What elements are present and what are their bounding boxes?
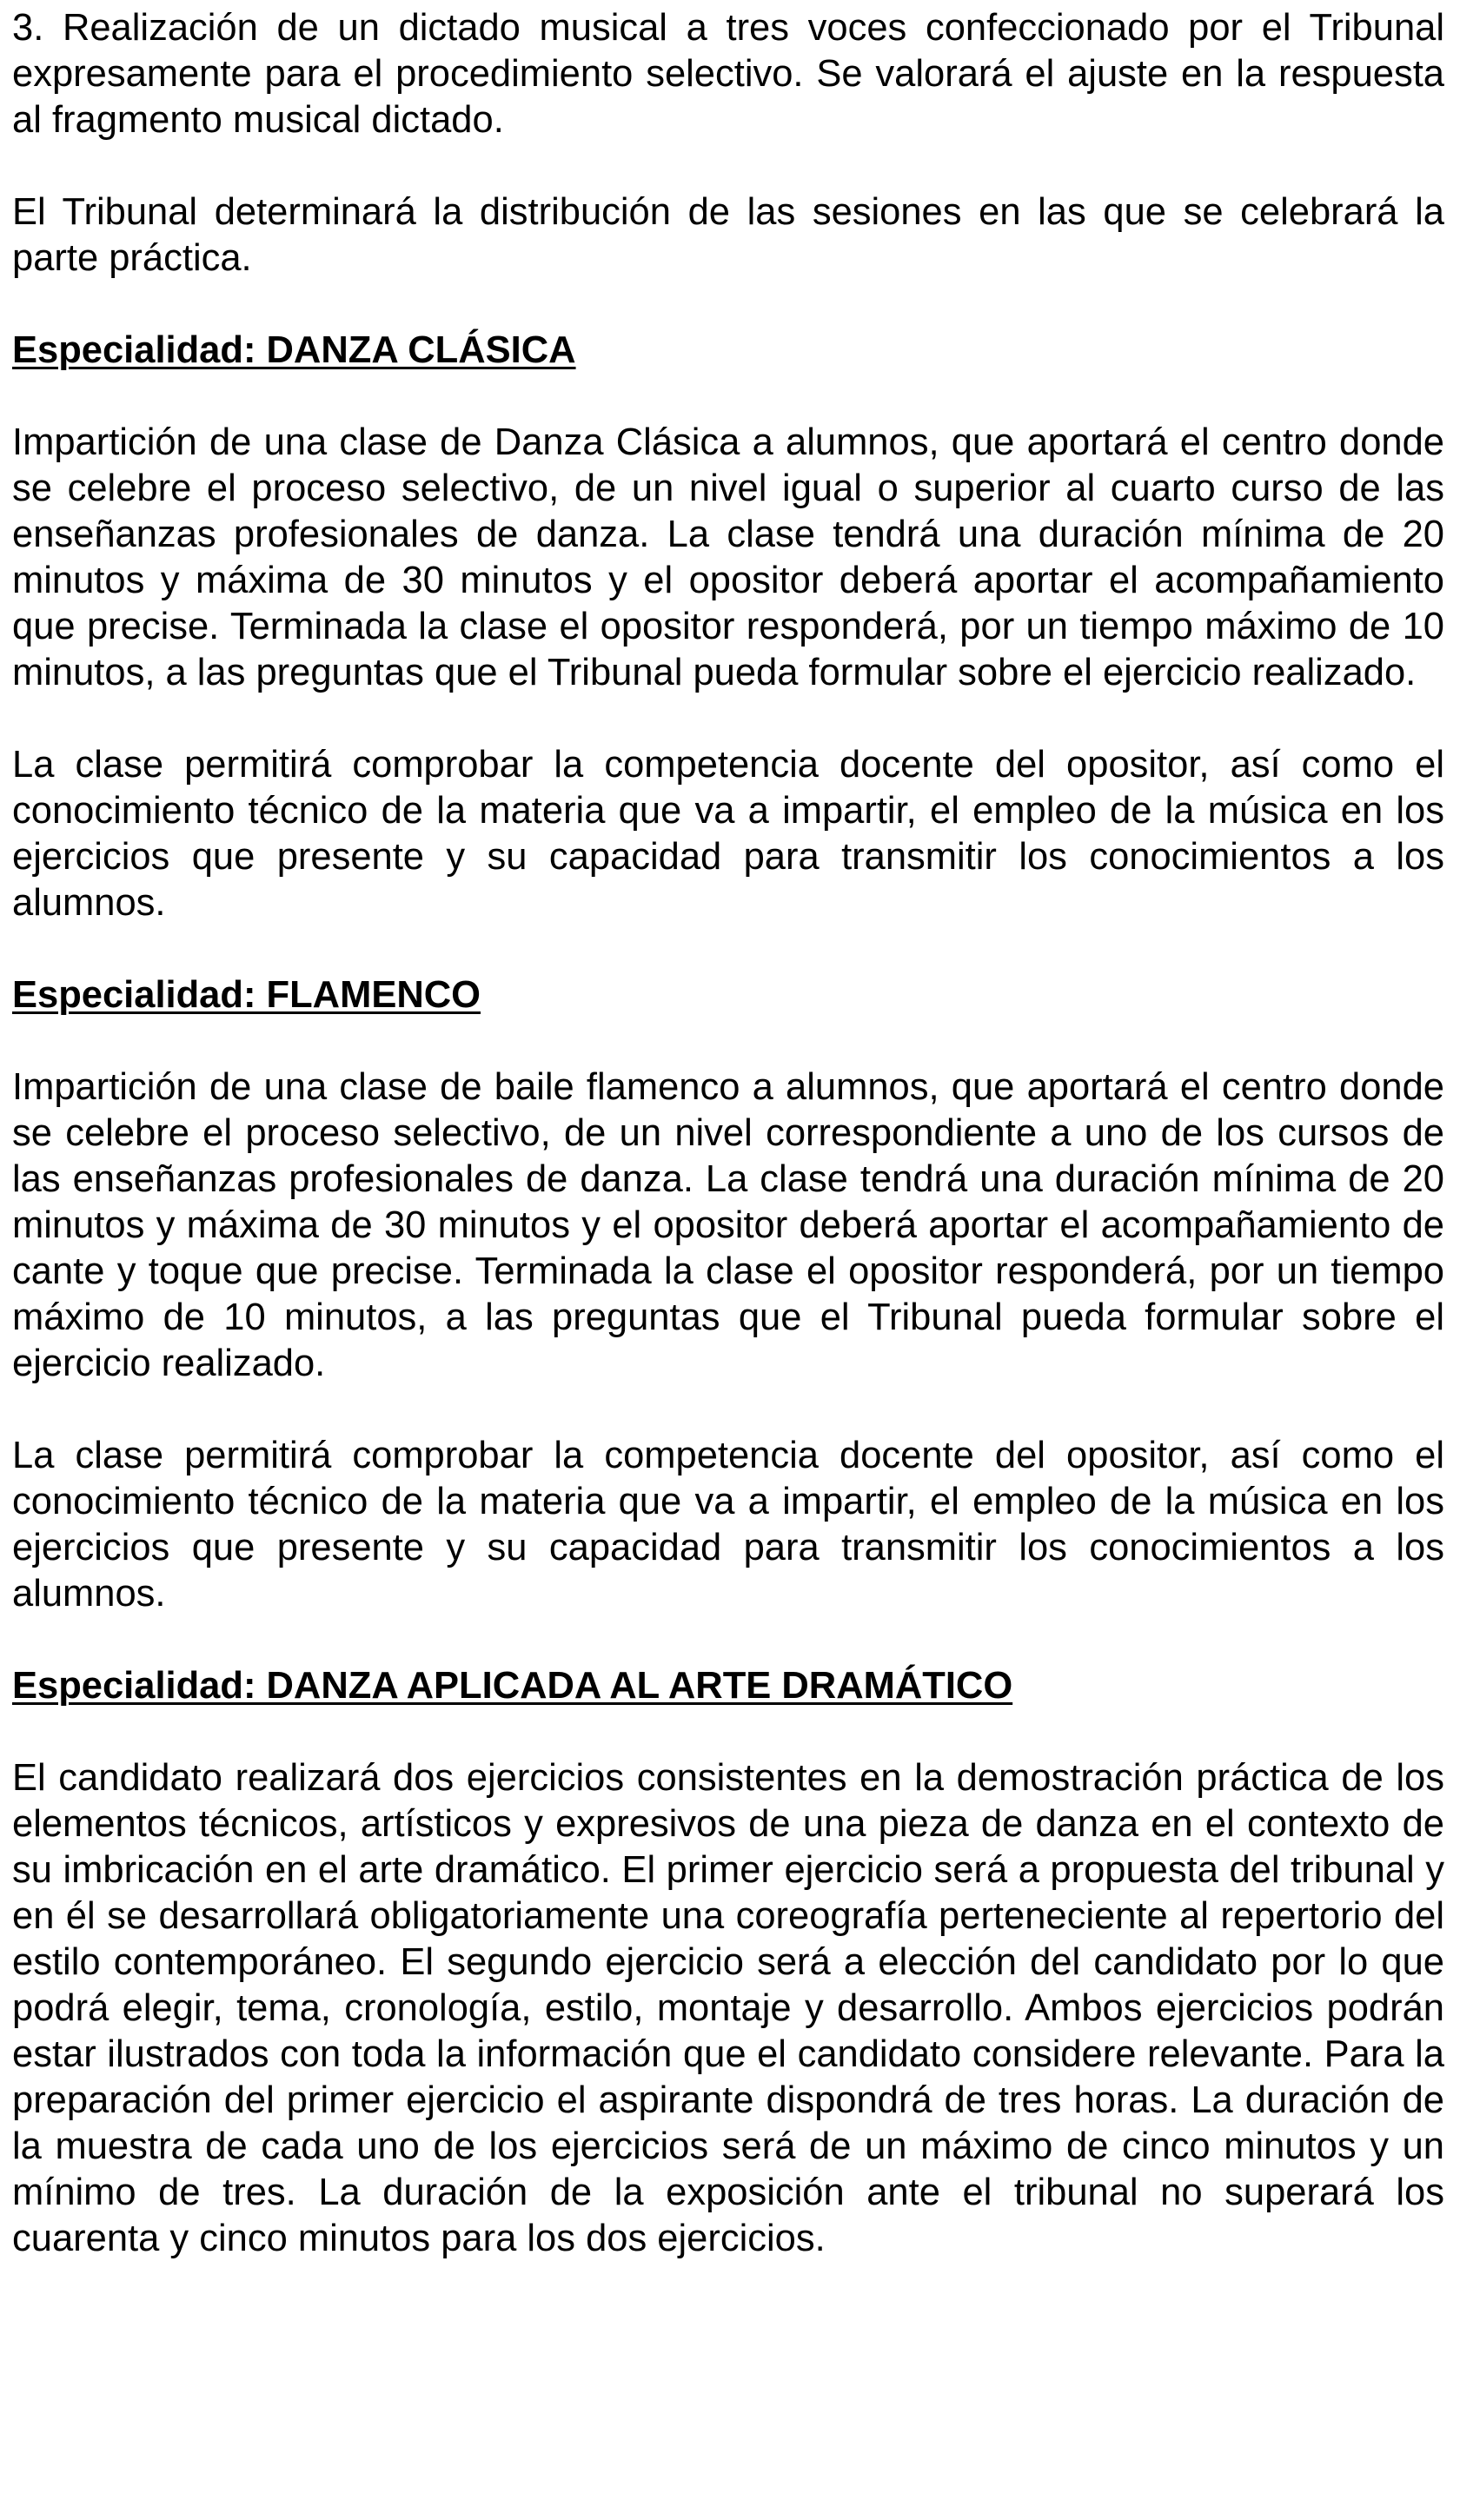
document-page [12, 5, 1444, 2308]
sesiones-paragraph: El Tribunal determinará la distribución de las sesiones en las que se celebrará la parte práctica. [12, 191, 1444, 279]
flamenco-competencia-paragraph: La clase permitirá comprobar la competencia docente del opositor, así como el conocimiento técnico de la materia que va a impartir, el empleo de la música en los ejercicios que presente y su capacidad para transmitir los conocimientos a los alumnos. [12, 1435, 1444, 1615]
heading-danza-arte-dramatico: Especialidad: DANZA APLICADA AL ARTE DRAMÁTICO [12, 1665, 1013, 1707]
flamenco-clase-paragraph: Impartición de una clase de baile flamenco a alumnos, que aportará el centro donde se celebre el proceso selectivo, de un nivel correspondiente a uno de los cursos de las enseñanzas profesionales de danza. La clase tendrá una duración mínima de 20 minutos y máxima de 30 minutos y el opositor deberá aportar el acompañamiento de cante y toque que precise. Terminada la clase el opositor responderá, por un tiempo máximo de 10 minutos, a las preguntas que el Tribunal pueda formular sobre el ejercicio realizado. [12, 1066, 1444, 1384]
heading-danza-clasica: Especialidad: DANZA CLÁSICA [12, 329, 576, 371]
dictado-paragraph: 3. Realización de un dictado musical a tres voces confeccionado por el Tribunal expresamente para el procedimiento selectivo. Se valorará el ajuste en la respuesta al fragmento musical dictado. [12, 7, 1444, 141]
heading-flamenco: Especialidad: FLAMENCO [12, 974, 481, 1016]
danza-arte-dramatico-paragraph: El candidato realizará dos ejercicios consistentes en la demostración práctica de los elementos técnicos, artísticos y expresivos de una pieza de danza en el contexto de su imbricación en el arte dramático. El primer ejercicio será a propuesta del tribunal y en él se desarrollará obligatoriamente una coreografía perteneciente al repertorio del estilo contemporáneo. El segundo ejercicio será a elección del candidato por lo que podrá elegir, tema, cronología, estilo, montaje y desarrollo. Ambos ejercicios podrán estar ilustrados con toda la información que el candidato considere relevante. Para la preparación del primer ejercicio el aspirante dispondrá de tres horas. La duración de la muestra de cada uno de los ejercicios será de un máximo de cinco minutos y un mínimo de tres. La duración de la exposición ante el tribunal no superará los cuarenta y cinco minutos para los dos ejercicios. [12, 1757, 1444, 2259]
danza-clasica-competencia-paragraph: La clase permitirá comprobar la competencia docente del opositor, así como el conocimiento técnico de la materia que va a impartir, el empleo de la música en los ejercicios que presente y su capacidad para transmitir los conocimientos a los alumnos. [12, 744, 1444, 924]
danza-clasica-clase-paragraph: Impartición de una clase de Danza Clásica a alumnos, que aportará el centro donde se celebre el proceso selectivo, de un nivel igual o superior al cuarto curso de las enseñanzas profesionales de danza. La clase tendrá una duración mínima de 20 minutos y máxima de 30 minutos y el opositor deberá aportar el acompañamiento que precise. Terminada la clase el opositor responderá, por un tiempo máximo de 10 minutos, a las preguntas que el Tribunal pueda formular sobre el ejercicio realizado. [12, 421, 1444, 693]
